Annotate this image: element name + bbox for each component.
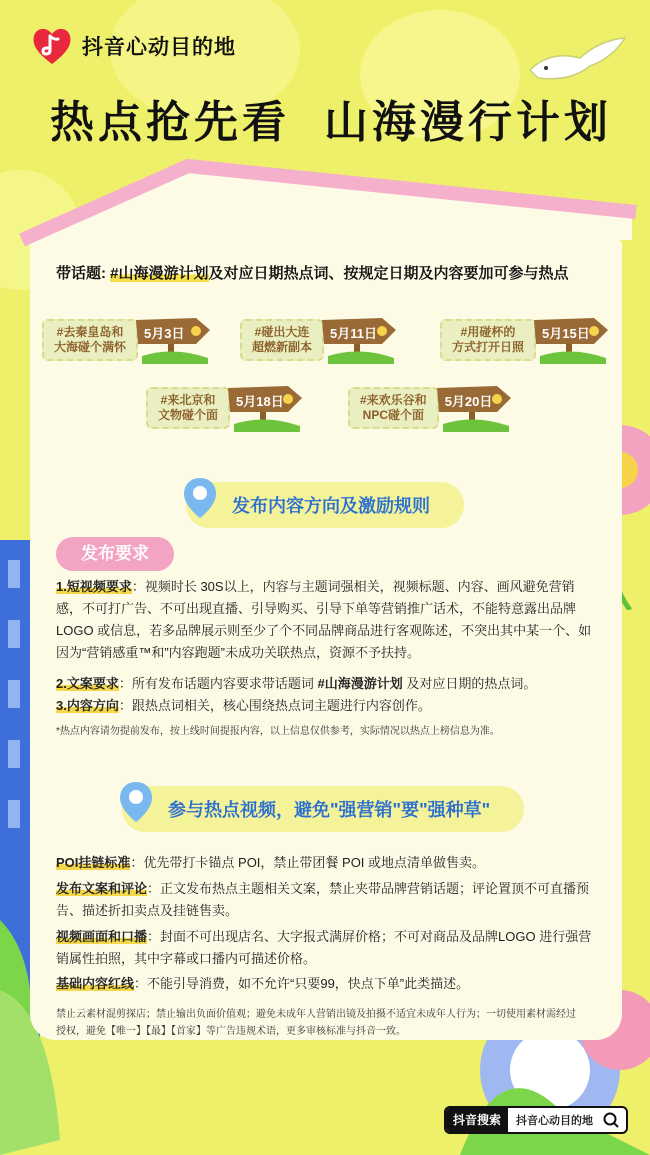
- topic-prefix: 带话题:: [56, 265, 111, 282]
- date-board: 5月3日: [134, 316, 214, 364]
- location-pin-icon: [182, 476, 218, 520]
- requirements-note: *热点内容请勿提前发布，按上线时间提报内容，以上信息仅供参考，实际情况以热点上榜信息为准。: [56, 726, 500, 737]
- date-board: 5月20日: [435, 384, 515, 432]
- section-header-avoid-marketing: [122, 786, 524, 832]
- roof-decoration: [0, 0, 650, 260]
- brand-name: 抖音心动目的地: [82, 36, 236, 59]
- search-icon[interactable]: [602, 1111, 620, 1129]
- hotspot-topic: #来北京和 文物碰个面: [146, 387, 230, 429]
- requirements-badge: 发布要求: [56, 537, 174, 571]
- date-board: 5月11日: [320, 316, 400, 364]
- rule-item-copy: 发布文案和评论：正文发布热点主题相关文案，禁止夹带品牌营销话题；评论置顶不可直播预告、描述折扣卖点及挂链售卖。: [56, 881, 590, 918]
- hotspot-sign: [146, 384, 306, 432]
- search-query: 抖音心动目的地: [516, 1115, 594, 1127]
- rule-item-video: 视频画面和口播：封面不可出现店名、大字报式满屏价格；不可对商品及品牌LOGO 进行强营销属性拍照，其中字幕或口播内可描述价格。: [56, 929, 592, 966]
- topic-suffix: 及对应日期热点词、按规定日期及内容要加可参与热点: [208, 265, 569, 282]
- hotspot-topic: #去秦皇岛和 大海碰个满怀: [42, 319, 138, 361]
- location-pin-icon: [118, 780, 154, 824]
- hotspot-sign: [348, 384, 515, 432]
- section-header-rules: [186, 482, 464, 528]
- search-label: 抖音搜索: [446, 1108, 508, 1132]
- topic-tag: #山海漫游计划: [110, 265, 209, 282]
- section-title: 参与热点视频，避免"强营销"要"强种草": [122, 786, 524, 832]
- requirement-item-2: 2.文案要求：所有发布话题内容要求带话题词 #山海漫游计划 及对应日期的热点词。: [56, 676, 537, 691]
- requirement-item-3: 3.内容方向：跟热点词相关，核心围绕热点词主题进行内容创作。: [56, 698, 431, 713]
- hotspot-topic: #用碰杯的 方式打开日照: [440, 319, 536, 361]
- hotspot-sign: [440, 316, 612, 364]
- rule-item-poi: POI挂链标准：优先带打卡锚点 POI，禁止带团餐 POI 或地点清单做售卖。: [56, 855, 486, 870]
- douyin-search-bar[interactable]: [444, 1106, 628, 1134]
- footer-note: 禁止云素材混剪探店；禁止输出负面价值观；避免未成年人营销出镜及拍摄不适宜未成年人行为；一切使用素材需经过授权，避免【唯一】【最】【首家】等广告违规术语，更多审核标准与抖音一致。: [56, 1009, 576, 1037]
- headline-part1: 热点抢先看: [50, 97, 290, 148]
- hotspot-topic: #来欢乐谷和 NPC碰个面: [348, 387, 439, 429]
- headline-part2: 山海漫行计划: [324, 97, 612, 148]
- topic-requirement: [56, 262, 569, 283]
- section-title: 发布内容方向及激励规则: [186, 482, 464, 528]
- rule-item-redline: 基础内容红线：不能引导消费，如不允许“只要99，快点下单”此类描述。: [56, 976, 470, 991]
- date-board: 5月15日: [532, 316, 612, 364]
- hotspot-sign: [42, 316, 214, 364]
- requirement-item-1: 1.短视频要求：视频时长 30S以上，内容与主题词强相关，视频标题、内容、画风避免营销感，不可打广告、不可出现直播、引导购买、引导下单等营销推广话术，不能特意露出品牌LOGO 或信息，若多品牌展示则至少了个不同品牌商品进行客观陈述，不突出其中某一个、如因为“营销感重™和”内容跑题”未成功关联热点，资源不予扶持。: [56, 579, 592, 660]
- hotspot-sign: [240, 316, 400, 364]
- hotspot-topic: #碰出大连 超燃新副本: [240, 319, 324, 361]
- date-board: 5月18日: [226, 384, 306, 432]
